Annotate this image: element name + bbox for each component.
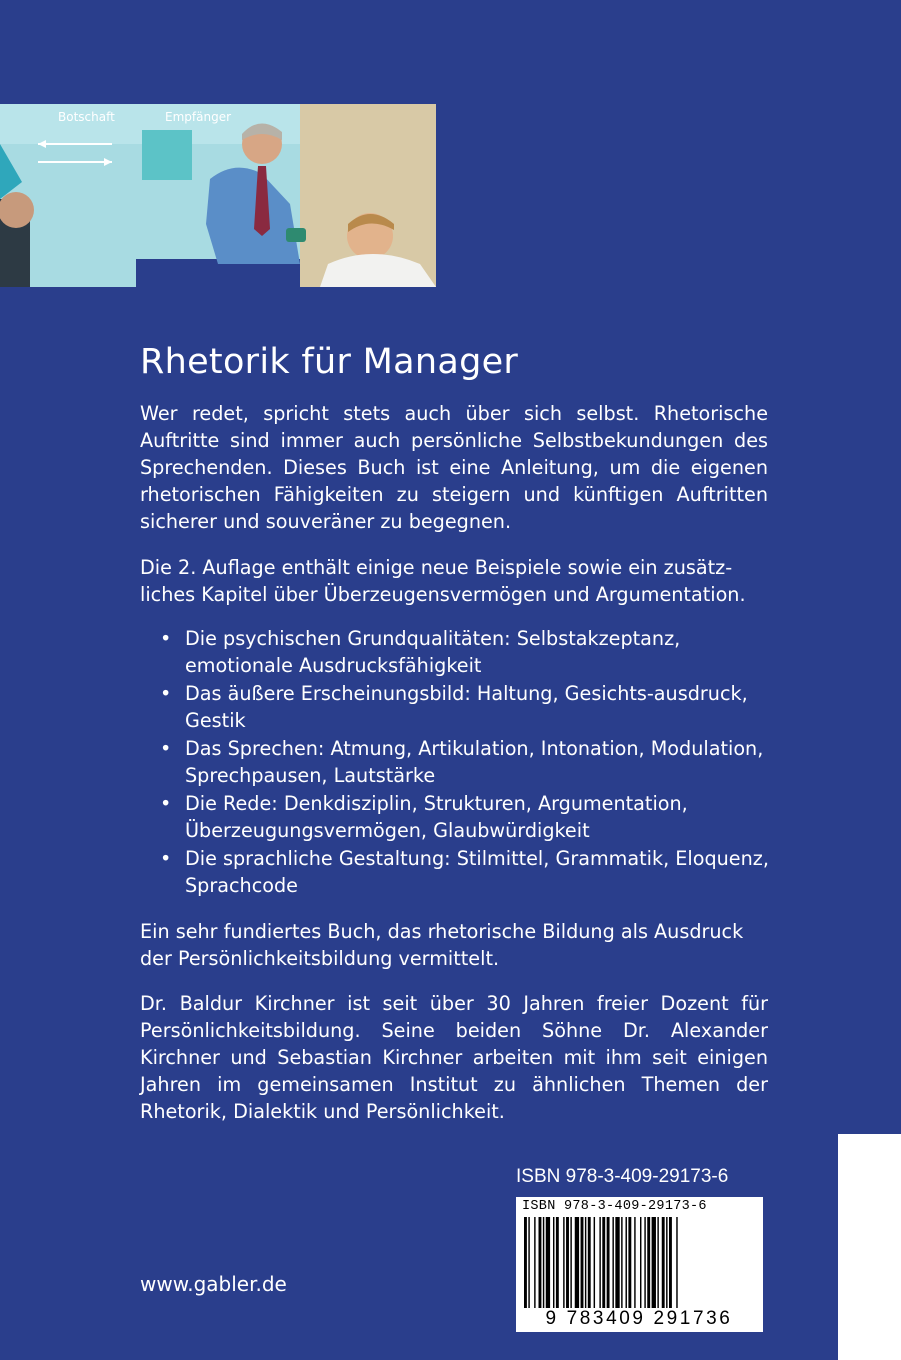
presentation-scene-image xyxy=(0,104,436,287)
barcode-bar xyxy=(599,1217,600,1309)
barcode-bar xyxy=(594,1217,595,1309)
barcode-bar xyxy=(534,1217,535,1309)
barcode-bar xyxy=(640,1217,641,1309)
barcode-bar xyxy=(570,1217,571,1309)
topic-item xyxy=(160,845,770,899)
book-title: Rhetorik für Manager xyxy=(140,342,519,382)
diagram-label-empfaenger: Empfänger xyxy=(165,110,232,124)
topic-item-text: Das Sprechen: Atmung, Artikulation, Intonation, Modulation, Sprechpausen, Lautstärke xyxy=(185,737,764,787)
barcode-bar xyxy=(528,1217,529,1309)
barcode-bar xyxy=(621,1217,622,1309)
edition-note: Die 2. Auflage enthält einige neue Beispiele sowie ein zusätz-liches Kapitel über Überzeugensvermögen und Argumentation. xyxy=(140,556,746,606)
diagram-label-botschaft: Botschaft xyxy=(58,110,115,124)
barcode xyxy=(516,1197,763,1332)
topic-item xyxy=(160,735,770,789)
topic-item-text: Die Rede: Denkdisziplin, Strukturen, Argumentation, Überzeugungsvermögen, Glaubwürdigkeit xyxy=(185,792,688,842)
bullet-icon: • xyxy=(160,737,172,760)
barcode-bar xyxy=(615,1217,619,1309)
barcode-digits: 9 783409 291736 xyxy=(519,1308,759,1330)
topic-list xyxy=(160,625,770,900)
barcode-bar xyxy=(543,1217,544,1309)
intro-paragraph: Wer redet, spricht stets auch über sich selbst. Rhetorische Auftritte sind immer auch persönliche Selbstbekundungen des Sprechenden. Dieses Buch ist eine Anleitung, um die eigenen rhetorischen Fähigkeiten zu steigern und künftigen Auftritten sicherer und souveräner zu begegnen. xyxy=(140,402,768,533)
barcode-bars xyxy=(524,1217,755,1309)
author-bio: Dr. Baldur Kirchner ist seit über 30 Jahren freier Dozent für Persönlichkeitsbildung. Seine beiden Söhne Dr. Alexander Kirchner und Sebastian Kirchner arbeiten mit ihm seit einigen Jahren im gemeinsamen Institut zu ähnlichen Themen der Rhetorik, Dialektik und Persönlichkeit. xyxy=(140,992,768,1123)
bullet-icon: • xyxy=(160,847,172,870)
barcode-bar xyxy=(676,1217,677,1309)
cover-photo xyxy=(0,104,436,287)
barcode-bar xyxy=(612,1217,613,1309)
summary-paragraph: Ein sehr fundiertes Buch, das rhetorische Bildung als Ausdruck der Persönlichkeitsbildung vermittelt. xyxy=(140,920,744,970)
barcode-bar xyxy=(581,1217,584,1309)
isbn-label: ISBN 978-3-409-29173-6 xyxy=(516,1166,729,1187)
cover-edge-strip xyxy=(838,1134,901,1360)
barcode-bar xyxy=(539,1217,542,1309)
publisher-website-link[interactable]: www.gabler.de xyxy=(140,1272,287,1296)
barcode-bar xyxy=(602,1217,605,1309)
topic-item-text: Das äußere Erscheinungsbild: Haltung, Gesichts-ausdruck, Gestik xyxy=(185,682,748,732)
barcode-bar xyxy=(628,1217,631,1309)
barcode-bar xyxy=(575,1217,579,1309)
topic-item-text: Die sprachliche Gestaltung: Stilmittel, Grammatik, Eloquenz, Sprachcode xyxy=(185,847,769,897)
barcode-bar xyxy=(666,1217,667,1309)
topic-item xyxy=(160,790,770,844)
bullet-icon: • xyxy=(160,682,172,705)
bullet-icon: • xyxy=(160,792,172,815)
bullet-icon: • xyxy=(160,627,172,650)
barcode-bar xyxy=(588,1217,591,1309)
barcode-bar xyxy=(669,1217,672,1309)
barcode-bar xyxy=(585,1217,586,1309)
barcode-bar xyxy=(662,1217,665,1309)
barcode-bar xyxy=(657,1217,658,1309)
barcode-bar xyxy=(566,1217,569,1309)
barcode-isbn-text: ISBN 978-3-409-29173-6 xyxy=(522,1199,707,1214)
barcode-bar xyxy=(652,1217,656,1309)
barcode-bar xyxy=(644,1217,645,1309)
barcode-bar xyxy=(524,1217,527,1309)
barcode-bar xyxy=(647,1217,650,1309)
barcode-bar xyxy=(634,1217,635,1309)
barcode-bar xyxy=(563,1217,564,1309)
topic-item xyxy=(160,680,770,734)
barcode-bar xyxy=(556,1217,559,1309)
topic-item xyxy=(160,625,770,679)
barcode-bar xyxy=(546,1217,550,1309)
topic-item-text: Die psychischen Grundqualitäten: Selbstakzeptanz, emotionale Ausdrucksfähigkeit xyxy=(185,627,681,677)
barcode-bar xyxy=(626,1217,627,1309)
barcode-bar xyxy=(553,1217,554,1309)
barcode-bar xyxy=(607,1217,610,1309)
